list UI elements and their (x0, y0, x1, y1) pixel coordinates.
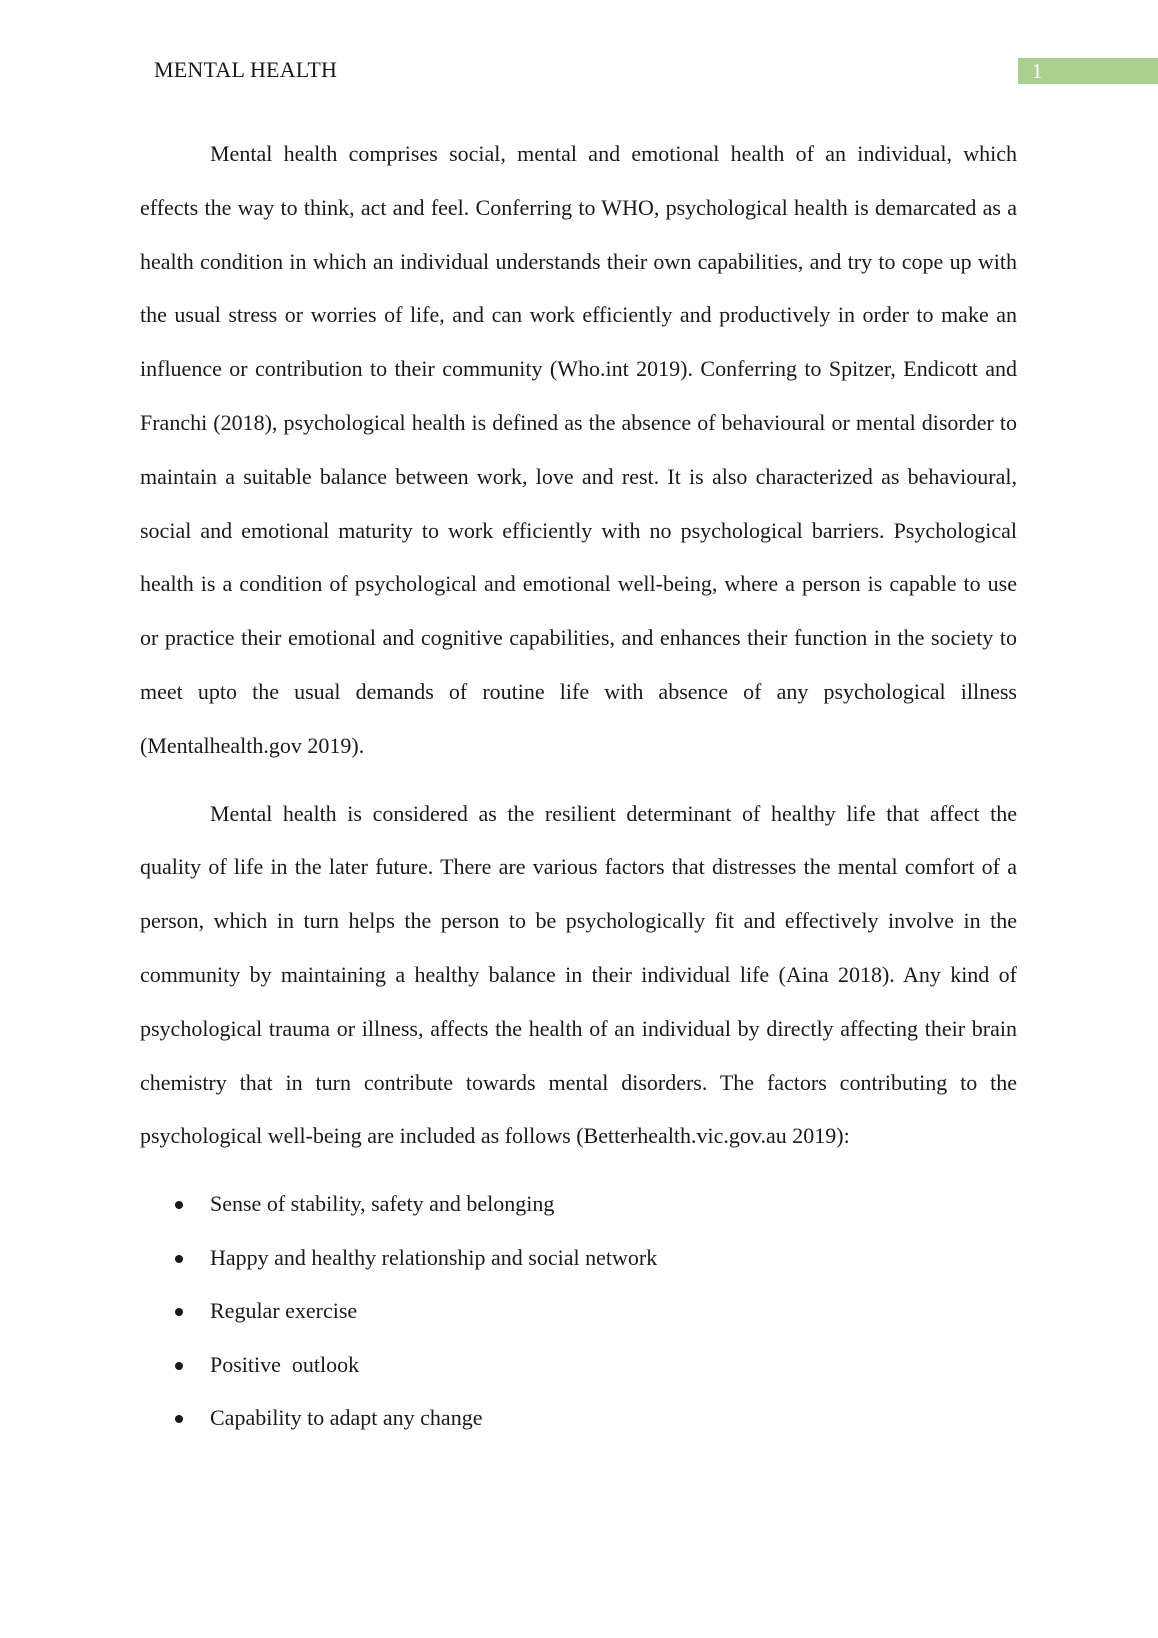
bullet-icon (175, 1362, 183, 1370)
bullet-icon (175, 1415, 183, 1423)
bullet-icon (175, 1201, 183, 1209)
list-item-text: Regular exercise (210, 1298, 358, 1324)
bullet-icon (175, 1255, 183, 1263)
list-item (140, 1231, 1017, 1285)
list-item (140, 1338, 1017, 1392)
list-item (140, 1177, 1017, 1231)
factors-list (140, 1177, 1017, 1445)
page-number: 1 (1018, 58, 1158, 84)
list-item-text: Sense of stability, safety and belonging (210, 1191, 555, 1217)
list-item-text: Happy and healthy relationship and social network (210, 1244, 658, 1270)
list-item (140, 1391, 1017, 1445)
bullet-icon (175, 1308, 183, 1316)
list-item (140, 1284, 1017, 1338)
list-item-text: Positive outlook (210, 1351, 360, 1377)
paragraph-determinants: Mental health is considered as the resilient determinant of healthy life that affect the quality of life in the later future. There are various factors that distresses the mental comfort of a person, which in turn helps the person to be psychologically fit and effectively involve in the community by maintaining a healthy balance in their individual life (Aina 2018). Any kind of psychological trauma or illness, affects the health of an individual by directly affecting their brain chemistry that in turn contribute towards mental disorders. The factors contributing to the psychological well-being are included as follows (Betterhealth.vic.gov.au 2019): (140, 800, 1017, 1149)
list-item-text: Capability to adapt any change (210, 1405, 483, 1431)
document-body (140, 127, 1017, 1445)
running-head: MENTAL HEALTH (154, 57, 338, 82)
paragraph-definition: Mental health comprises social, mental and emotional health of an individual, which effects the way to think, act and feel. Conferring to WHO, psychological health is demarcated as a health condition in which an individual understands their own capabilities, and try to cope up with the usual stress or worries of life, and can work efficiently and productively in order to make an influence or contribution to their community (Who.int 2019). Conferring to Spitzer, Endicott and Franchi (2018), psychological health is defined as the absence of behavioural or mental disorder to maintain a suitable balance between work, love and rest. It is also characterized as behavioural, social and emotional maturity to work efficiently with no psychological barriers. Psychological health is a condition of psychological and emotional well-being, where a person is capable to use or practice their emotional and cognitive capabilities, and enhances their function in the society to meet upto the usual demands of routine life with absence of any psychological illness (Mentalhealth.gov 2019). (140, 141, 1017, 758)
